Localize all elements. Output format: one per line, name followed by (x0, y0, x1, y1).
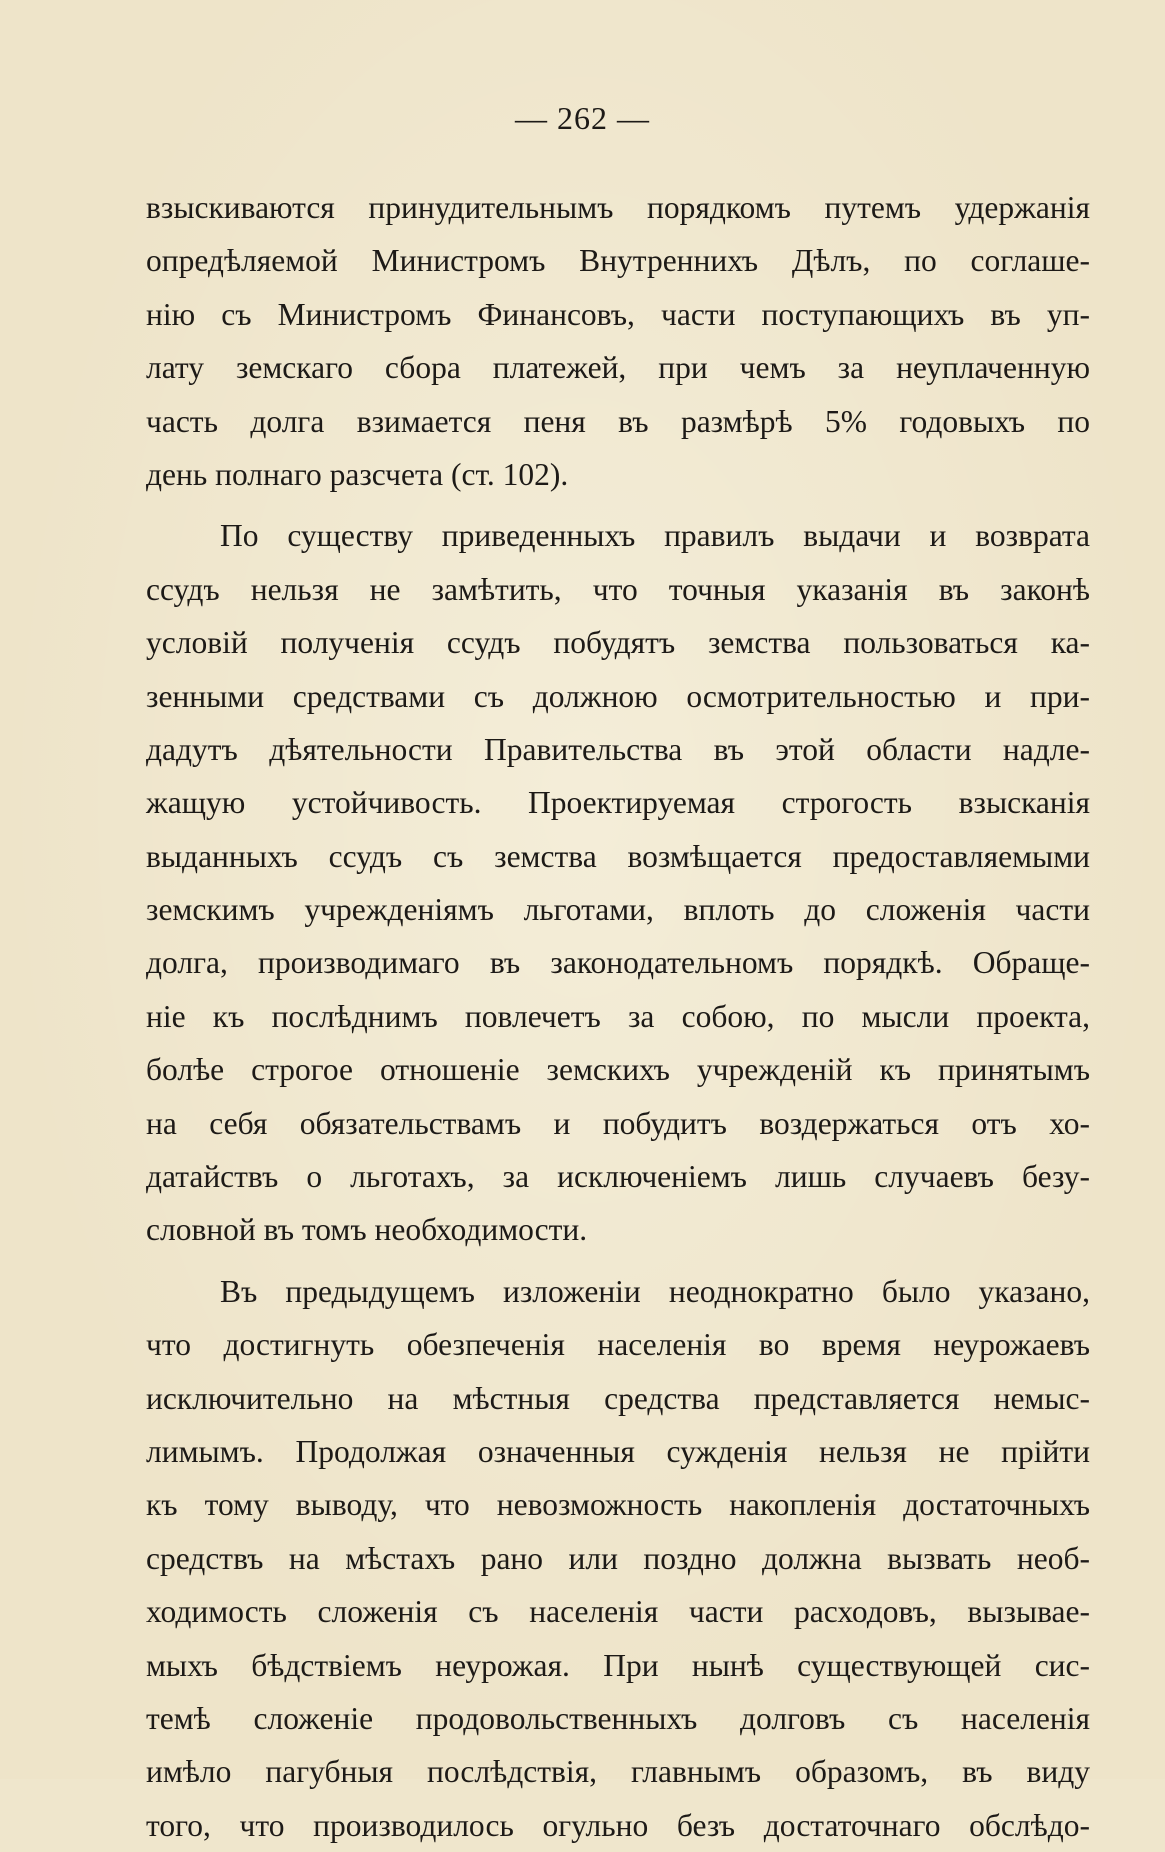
text-line: земскимъ учрежденіямъ льготами, вплоть до сложенія части (146, 892, 1090, 928)
text-line: взыскиваются принудительнымъ порядкомъ путемъ удержанія (146, 190, 1090, 225)
text-line: нію съ Министромъ Финансовъ, части поступающихъ въ уп- (146, 296, 1090, 332)
text-line: лату земскаго сбора платежей, при чемъ за неуплаченную (146, 350, 1090, 386)
text-line: ходимость сложенія съ населенія части расходовъ, вызывае- (146, 1594, 1090, 1630)
text-line: ссудъ нельзя не замѣтить, что точныя указанія въ законѣ (146, 571, 1090, 607)
text-line: дадутъ дѣятельности Правительства въ этой области надле- (146, 731, 1090, 767)
text-line: жащую устойчивость. Проектируемая строгость взысканія (146, 785, 1090, 821)
paragraph-2 (146, 509, 1090, 1256)
paragraph-3 (146, 1265, 1090, 1852)
text-line: ніе къ послѣднимъ повлечетъ за собою, по мысли проекта, (146, 998, 1090, 1034)
text-line: на себя обязательствамъ и побудитъ воздержаться отъ хо- (146, 1105, 1090, 1141)
text-line: темѣ сложеніе продовольственныхъ долговъ съ населенія (146, 1700, 1090, 1736)
text-line: день полнаго разсчета (ст. 102). (146, 456, 569, 492)
text-line: къ тому выводу, что невозможность накопленія достаточныхъ (146, 1487, 1090, 1523)
text-line: Въ предыдущемъ изложеніи неоднократно было указано, (220, 1273, 1090, 1309)
paragraph-gap (146, 1257, 1090, 1265)
text-line: мыхъ бѣдствіемъ неурожая. При нынѣ существующей сис- (146, 1647, 1090, 1683)
text-line: того, что производилось огульно безъ достаточнаго обслѣдо- (146, 1807, 1090, 1843)
text-line: болѣе строгое отношеніе земскихъ учрежденій къ принятымъ (146, 1052, 1090, 1088)
text-line: По существу приведенныхъ правилъ выдачи и возврата (220, 518, 1090, 554)
text-line: условій полученія ссудъ побудятъ земства пользоваться ка- (146, 625, 1090, 661)
text-line: зенными средствами съ должною осмотрительностью и при- (146, 678, 1090, 714)
text-line: долга, производимаго въ законодательномъ порядкѣ. Обраще- (146, 945, 1090, 981)
text-line: что достигнуть обезпеченія населенія во время неурожаевъ (146, 1327, 1090, 1363)
text-line: словной въ томъ необходимости. (146, 1212, 588, 1248)
page-number: — 262 — (515, 100, 650, 136)
text-line: выданныхъ ссудъ съ земства возмѣщается предоставляемыми (146, 838, 1090, 874)
text-line: опредѣляемой Министромъ Внутреннихъ Дѣлъ, по соглаше- (146, 243, 1090, 279)
text-line: часть долга взимается пеня въ размѣрѣ 5% годовыхъ по (146, 403, 1090, 439)
text-line: имѣло пагубныя послѣдствія, главнымъ образомъ, въ виду (146, 1754, 1090, 1790)
text-line: датайствъ о льготахъ, за исключеніемъ лишь случаевъ безу- (146, 1159, 1090, 1195)
paragraph-1 (146, 181, 1090, 501)
text-line: лимымъ. Продолжая означенныя сужденія нельзя не прійти (146, 1433, 1090, 1469)
text-line: исключительно на мѣстныя средства представляется немыс- (146, 1380, 1090, 1416)
text-line: средствъ на мѣстахъ рано или поздно должна вызвать необ- (146, 1540, 1090, 1576)
paragraph-gap (146, 501, 1090, 509)
body-text (146, 181, 1090, 1852)
